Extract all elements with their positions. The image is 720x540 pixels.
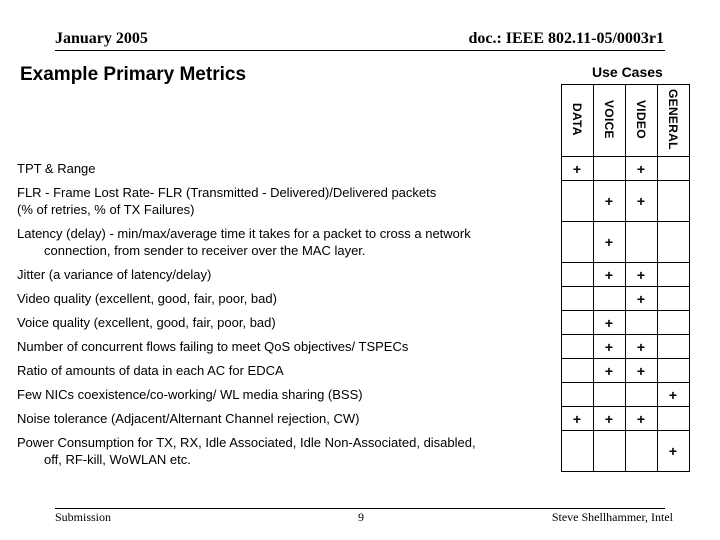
mark-cell: + (625, 407, 657, 431)
mark-cell (625, 311, 657, 335)
mark-cell (657, 335, 689, 359)
metric-label-line: connection, from sender to receiver over the MAC layer. (44, 243, 366, 258)
mark-cell: + (593, 222, 625, 263)
mark-cell: + (593, 181, 625, 222)
table-row (17, 181, 689, 222)
mark-cell (561, 181, 593, 222)
metric-label (17, 181, 561, 222)
header-date: January 2005 (55, 30, 148, 47)
metric-label-line: Noise tolerance (Adjacent/Alternant Channel rejection, CW) (17, 411, 360, 426)
table-row (17, 383, 689, 407)
metric-label-line: Video quality (excellent, good, fair, poor, bad) (17, 291, 277, 306)
table-row (17, 222, 689, 263)
metric-label-line: Number of concurrent flows failing to meet QoS objectives/ TSPECs (17, 339, 409, 354)
mark-cell (561, 431, 593, 472)
table-row (17, 335, 689, 359)
mark-cell (593, 431, 625, 472)
metric-label (17, 222, 561, 263)
metric-label (17, 431, 561, 472)
mark-cell (657, 407, 689, 431)
page-title: Example Primary Metrics (20, 64, 247, 85)
mark-cell (561, 311, 593, 335)
mark-cell: + (657, 383, 689, 407)
table-row (17, 359, 689, 383)
metric-label (17, 359, 561, 383)
mark-cell: + (593, 359, 625, 383)
mark-cell (561, 263, 593, 287)
mark-cell (561, 359, 593, 383)
metric-label (17, 157, 561, 181)
mark-cell: + (625, 335, 657, 359)
footer-rule (55, 508, 665, 509)
table-row (17, 157, 689, 181)
mark-cell (657, 222, 689, 263)
mark-cell: + (625, 287, 657, 311)
metric-label (17, 335, 561, 359)
mark-cell (561, 287, 593, 311)
footer-author: Steve Shellhammer, Intel (551, 510, 673, 524)
mark-cell: + (561, 407, 593, 431)
metric-label-line: Power Consumption for TX, RX, Idle Associated, Idle Non-Associated, disabled, (17, 435, 476, 450)
mark-cell: + (593, 335, 625, 359)
mark-cell (593, 383, 625, 407)
table-row (17, 287, 689, 311)
metric-label (17, 311, 561, 335)
mark-cell: + (593, 263, 625, 287)
mark-cell (593, 287, 625, 311)
metric-label (17, 383, 561, 407)
table-row (17, 311, 689, 335)
column-header-voice: VOICE (593, 85, 625, 157)
mark-cell (625, 431, 657, 472)
mark-cell: + (625, 157, 657, 181)
metric-label-line: Ratio of amounts of data in each AC for EDCA (17, 363, 284, 378)
column-header-row (17, 85, 689, 157)
mark-cell: + (625, 181, 657, 222)
mark-cell (657, 287, 689, 311)
page-number: 9 (358, 510, 364, 524)
mark-cell (657, 359, 689, 383)
mark-cell: + (593, 311, 625, 335)
mark-cell (561, 335, 593, 359)
use-cases-label: Use Cases (592, 64, 663, 80)
table-row (17, 431, 689, 472)
mark-cell: + (625, 359, 657, 383)
mark-cell (561, 222, 593, 263)
mark-cell: + (561, 157, 593, 181)
header-doc-id: doc.: IEEE 802.11-05/0003r1 (468, 30, 664, 47)
metric-label-line: (% of retries, % of TX Failures) (17, 202, 195, 217)
metric-label-line: TPT & Range (17, 161, 96, 176)
mark-cell: + (625, 263, 657, 287)
column-header-video: VIDEO (625, 85, 657, 157)
metric-label (17, 263, 561, 287)
header-rule (55, 50, 665, 51)
mark-cell: + (593, 407, 625, 431)
table-row (17, 407, 689, 431)
metrics-table (17, 84, 690, 472)
metric-label (17, 287, 561, 311)
table-row (17, 263, 689, 287)
metric-label-line: off, RF-kill, WoWLAN etc. (44, 452, 191, 467)
mark-cell (657, 181, 689, 222)
metric-label-line: Jitter (a variance of latency/delay) (17, 267, 212, 282)
column-header-data: DATA (561, 85, 593, 157)
metric-label (17, 407, 561, 431)
metric-label-line: Few NICs coexistence/co-working/ WL media sharing (BSS) (17, 387, 363, 402)
mark-cell (657, 311, 689, 335)
mark-cell (625, 383, 657, 407)
metric-label-line: Voice quality (excellent, good, fair, poor, bad) (17, 315, 276, 330)
mark-cell: + (657, 431, 689, 472)
column-header-general: GENERAL (657, 85, 689, 157)
metric-label-line: Latency (delay) - min/max/average time it takes for a packet to cross a network (17, 226, 471, 241)
mark-cell (561, 383, 593, 407)
footer-submission: Submission (55, 510, 112, 524)
mark-cell (657, 263, 689, 287)
mark-cell (593, 157, 625, 181)
mark-cell (657, 157, 689, 181)
metric-label-line: FLR - Frame Lost Rate- FLR (Transmitted - Delivered)/Delivered packets (17, 185, 437, 200)
mark-cell (625, 222, 657, 263)
